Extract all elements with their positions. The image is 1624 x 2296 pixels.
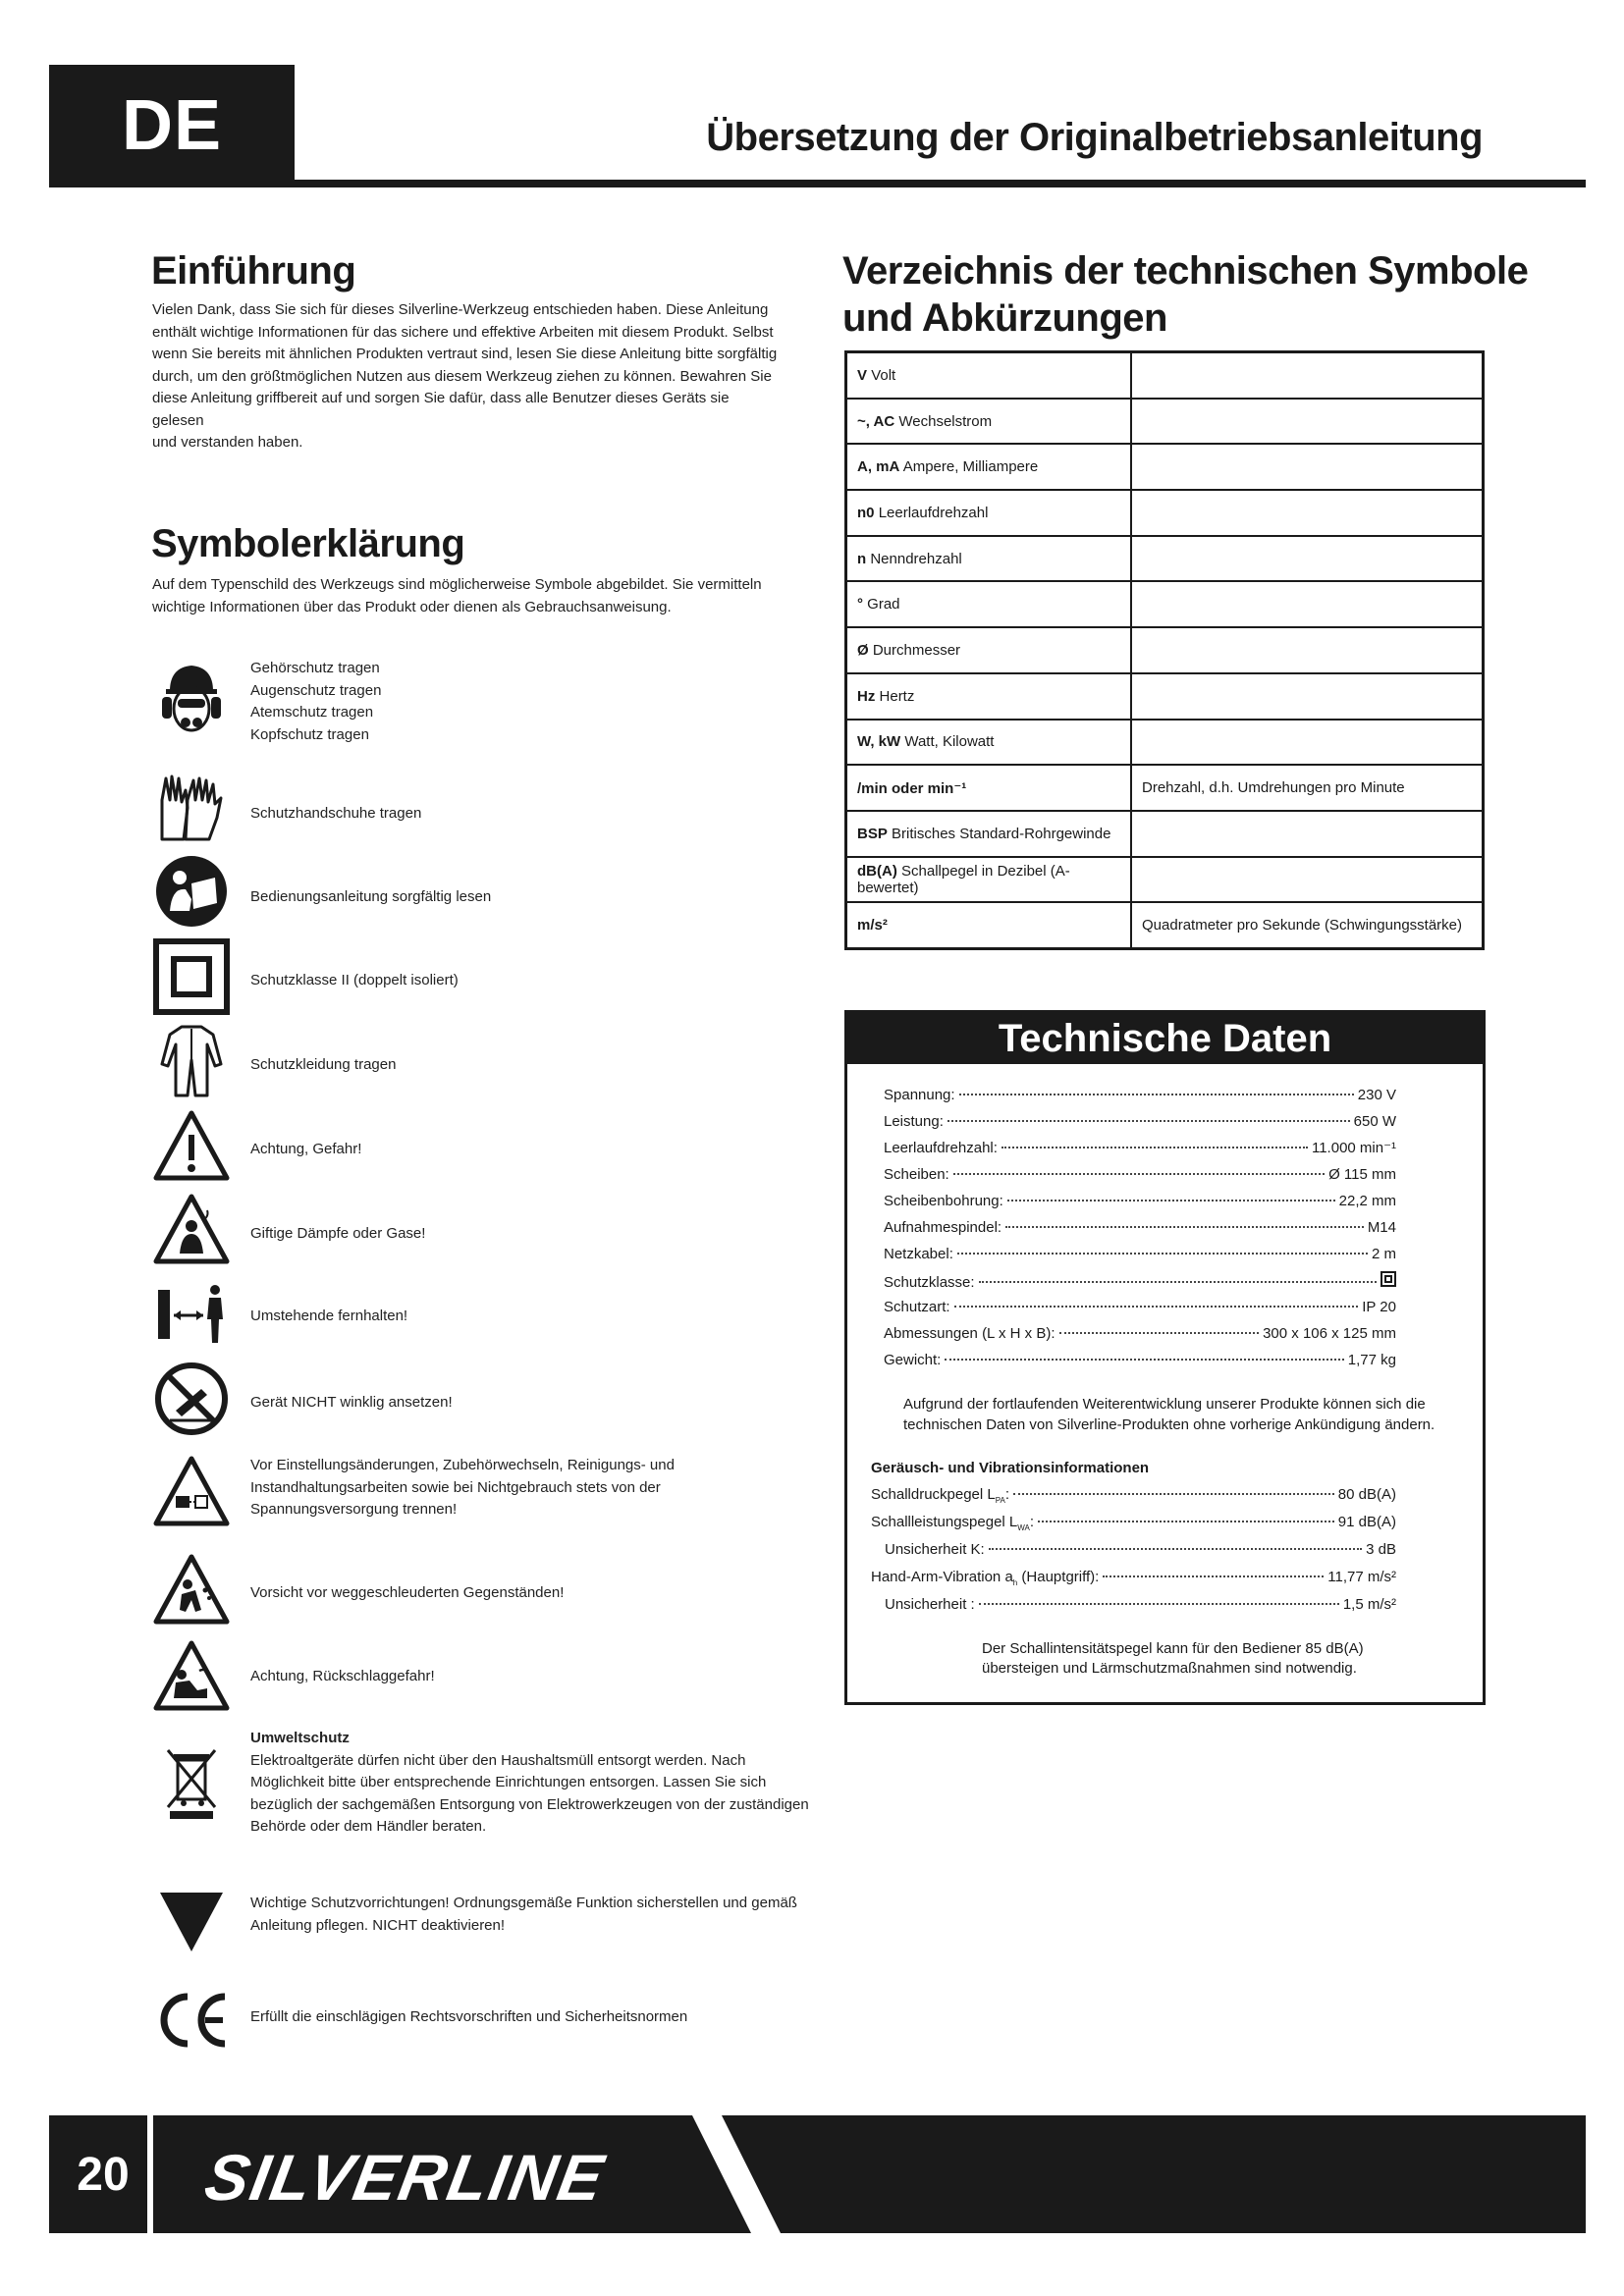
spec-value: 11.000 min⁻¹ — [1311, 1140, 1396, 1156]
spec-row — [884, 1298, 1396, 1324]
symbol-text-bystanders — [250, 1306, 407, 1328]
text-line: Wichtige Schutzvorrichtungen! Ordnungsgemäße Funktion sicherstellen und gemäß — [250, 1895, 797, 1911]
spec-value: M14 — [1367, 1219, 1396, 1236]
noise-label — [871, 1485, 1009, 1511]
spec-label: Aufnahmespindel: — [884, 1219, 1002, 1236]
text-line: Giftige Dämpfe oder Gase! — [250, 1225, 426, 1242]
dot-leader — [979, 1603, 1339, 1605]
abbreviation-desc: Schallpegel in Dezibel (A-bewertet) — [857, 862, 1070, 896]
text-line: Vorsicht vor weggeschleuderten Gegenständen! — [250, 1584, 565, 1601]
text-line: Achtung, Gefahr! — [250, 1141, 362, 1157]
dot-leader — [959, 1094, 1354, 1095]
abbreviation-symbol: ° — [857, 596, 863, 614]
abbreviation-row — [846, 811, 1484, 857]
abbreviation-row — [846, 444, 1484, 490]
dot-leader — [1013, 1493, 1334, 1495]
abbreviation-desc: Durchmesser — [872, 641, 961, 659]
symbol-text-gloves — [250, 803, 421, 826]
noise-label — [885, 1540, 985, 1566]
spec-value: 650 W — [1353, 1113, 1396, 1130]
spec-label: Netzkabel: — [884, 1246, 953, 1262]
noise-row — [871, 1568, 1396, 1595]
footer-divider — [147, 2115, 153, 2233]
text-line: Instandhaltungsarbeiten sowie bei Nichtgebrauch stets von der — [250, 1478, 661, 1496]
text-line: bezüglich der sachgemäßen Entsorgung von Elektrowerkzeugen von der zuständigen — [250, 1795, 809, 1813]
abbreviation-row — [846, 673, 1484, 720]
abbreviation-symbol: A, mA — [857, 458, 900, 476]
abbreviation-symbol: ~, AC — [857, 412, 895, 430]
text-line: Auf dem Typenschild des Werkzeugs sind möglicherweise Symbole abgebildet. Sie vermitteln — [152, 576, 762, 593]
spec-value: 230 V — [1357, 1087, 1396, 1103]
abbreviation-row — [846, 902, 1484, 948]
symbol-text-kickback — [250, 1666, 435, 1688]
abbreviation-detail — [1131, 673, 1484, 720]
abbreviation-desc: Nenndrehzahl — [870, 550, 962, 567]
spec-value: 300 x 106 x 125 mm — [1263, 1325, 1396, 1342]
abbreviation-row — [846, 857, 1484, 903]
spec-value: Ø 115 mm — [1328, 1166, 1396, 1183]
abbreviation-desc: Watt, Kilowatt — [904, 733, 995, 751]
no-angled-use-icon — [152, 1360, 231, 1438]
symbol-text-ppe — [250, 658, 381, 746]
document-title: Übersetzung der Originalbetriebsanleitung — [706, 116, 1483, 159]
noise-label-text: Hand-Arm-Vibration a — [871, 1569, 1013, 1585]
weee-title: Umweltschutz — [250, 1730, 350, 1746]
abbreviation-desc: Grad — [867, 596, 900, 614]
abbreviation-cell — [846, 352, 1132, 399]
tech-note — [903, 1394, 1453, 1435]
text-line: Behörde oder dem Händler beraten. — [250, 1818, 487, 1835]
page-number: 20 — [77, 2148, 130, 2201]
abbreviation-symbol: W, kW — [857, 733, 901, 751]
header-rule — [49, 180, 1586, 187]
abbreviations-heading — [842, 247, 1528, 342]
spec-label: Schutzklasse: — [884, 1274, 975, 1291]
spec-row — [884, 1351, 1396, 1377]
abbreviation-symbol: /min oder min⁻¹ — [857, 779, 967, 797]
disconnect-power-icon — [152, 1453, 231, 1531]
abbreviation-symbol: Hz — [857, 687, 876, 705]
abbreviation-cell — [846, 857, 1132, 903]
abbreviation-desc: Leerlaufdrehzahl — [878, 504, 989, 521]
spec-value: IP 20 — [1362, 1299, 1396, 1315]
noise-value: 91 dB(A) — [1337, 1514, 1396, 1530]
spec-label: Leerlaufdrehzahl: — [884, 1140, 998, 1156]
noise-subscript: WA — [1017, 1523, 1030, 1532]
noise-row — [871, 1513, 1396, 1540]
abbreviation-cell — [846, 673, 1132, 720]
abbreviation-cell — [846, 399, 1132, 445]
text-line: diese Anleitung griffbereit auf und sorgen Sie dafür, dass alle Benutzer dieses Geräts sie gelesen — [152, 390, 730, 429]
symbol-text-fumes — [250, 1223, 425, 1246]
abbreviation-detail — [1131, 399, 1484, 445]
abbreviation-detail — [1131, 352, 1484, 399]
abbreviation-detail — [1131, 811, 1484, 857]
noise-label — [871, 1513, 1034, 1538]
text-line: Bedienungsanleitung sorgfältig lesen — [250, 888, 492, 905]
abbreviation-row — [846, 581, 1484, 627]
abbreviation-cell — [846, 536, 1132, 582]
spec-label: Gewicht: — [884, 1352, 942, 1368]
abbreviation-desc: Ampere, Milliampere — [902, 458, 1039, 476]
noise-value: 11,77 m/s² — [1327, 1569, 1396, 1585]
spec-value: 22,2 mm — [1338, 1193, 1396, 1209]
noise-row — [871, 1595, 1396, 1623]
symbol-text-manual — [250, 886, 491, 909]
dot-leader — [1059, 1332, 1260, 1334]
noise-heading: Geräusch- und Vibrationsinformationen — [871, 1460, 1150, 1476]
abbreviation-symbol: n — [857, 550, 867, 567]
text-line: Gerät NICHT winklig ansetzen! — [250, 1394, 453, 1411]
symbol-text-class-ii — [250, 970, 459, 992]
keep-bystanders-away-icon — [152, 1274, 231, 1353]
abbreviation-detail — [1131, 536, 1484, 582]
text-line: Elektroaltgeräte dürfen nicht über den Haushaltsmüll entsorgt werden. Nach — [250, 1751, 746, 1769]
abbreviation-symbol: BSP — [857, 825, 888, 842]
spec-row — [884, 1139, 1396, 1165]
heading-line: und Abkürzungen — [842, 296, 1167, 340]
brand-logo: SILVERLINE — [199, 2141, 611, 2214]
spec-row — [884, 1192, 1396, 1218]
protective-clothing-icon — [152, 1021, 231, 1099]
noise-subscript: PA — [995, 1496, 1005, 1505]
text-line: Augenschutz tragen — [250, 681, 382, 699]
text-line: wichtige Informationen über das Produkt oder dienen als Gebrauchsanweisung. — [152, 598, 672, 615]
abbreviations-table — [844, 350, 1485, 950]
noise-label-suffix: : — [1029, 1514, 1035, 1530]
dot-leader — [947, 1120, 1350, 1122]
gloves-icon — [152, 771, 231, 849]
abbreviation-detail — [1131, 581, 1484, 627]
dot-leader — [945, 1359, 1343, 1361]
noise-row — [871, 1485, 1396, 1513]
spec-row — [884, 1324, 1396, 1351]
dot-leader — [954, 1306, 1359, 1308]
abbreviation-symbol: n0 — [857, 504, 875, 521]
dot-leader — [1007, 1200, 1335, 1201]
noise-label-suffix: : — [1004, 1486, 1009, 1503]
kickback-icon — [152, 1637, 231, 1716]
text-line: Erfüllt die einschlägigen Rechtsvorschriften und Sicherheitsnormen — [250, 2008, 688, 2025]
abbreviation-row — [846, 536, 1484, 582]
text-line: Aufgrund der fortlaufenden Weiterentwicklung unserer Produkte können sich die — [903, 1396, 1426, 1413]
noise-label-text: Unsicherheit : — [885, 1596, 975, 1613]
spec-label: Schutzart: — [884, 1299, 950, 1315]
noise-label-text: Schallleistungspegel L — [871, 1514, 1018, 1530]
language-code: DE — [121, 86, 223, 165]
noise-label — [871, 1568, 1099, 1593]
warning-icon — [152, 1107, 231, 1186]
spec-label: Spannung: — [884, 1087, 955, 1103]
symbol-text-clothing — [250, 1054, 396, 1077]
spec-label: Scheiben: — [884, 1166, 949, 1183]
text-line: Schutzklasse II (doppelt isoliert) — [250, 972, 459, 988]
abbreviation-cell — [846, 490, 1132, 536]
text-line: durch, um den größtmöglichen Nutzen aus diesem Werkzeug ziehen zu können. Bewahren Sie — [152, 367, 772, 385]
abbreviation-desc: Britisches Standard-Rohrgewinde — [892, 825, 1111, 842]
dot-leader — [1103, 1575, 1324, 1577]
abbreviation-cell — [846, 627, 1132, 673]
spec-label: Leistung: — [884, 1113, 944, 1130]
abbreviation-cell — [846, 444, 1132, 490]
abbreviation-detail: Drehzahl, d.h. Umdrehungen pro Minute — [1131, 765, 1484, 811]
noise-label — [885, 1595, 975, 1621]
spec-value: 2 m — [1371, 1246, 1396, 1262]
spec-label: Scheibenbohrung: — [884, 1193, 1003, 1209]
text-line: Anleitung pflegen. NICHT deaktivieren! — [250, 1916, 506, 1934]
intro-heading: Einführung — [151, 249, 356, 293]
abbreviation-desc: Volt — [871, 366, 896, 384]
class-ii-small-icon — [1380, 1271, 1396, 1287]
read-manual-icon — [152, 852, 231, 931]
noise-label-text: Unsicherheit K: — [885, 1541, 985, 1558]
abbreviation-row — [846, 399, 1484, 445]
symbol-text-debris — [250, 1582, 564, 1605]
weee-bin-icon — [152, 1742, 231, 1821]
symbol-text-ce — [250, 2006, 687, 2029]
text-line: technischen Daten von Silverline-Produkten ohne vorherige Ankündigung ändern. — [903, 1416, 1435, 1433]
abbreviation-row — [846, 352, 1484, 399]
abbreviation-row — [846, 720, 1484, 766]
symbols-heading: Symbolerklärung — [151, 522, 465, 565]
text-line: Kopfschutz tragen — [250, 725, 369, 743]
abbreviation-symbol: m/s² — [857, 917, 888, 934]
noise-row — [871, 1540, 1396, 1568]
noise-specs — [871, 1485, 1396, 1623]
symbol-text-angled — [250, 1392, 453, 1415]
text-line: Schutzhandschuhe tragen — [250, 805, 422, 822]
text-line: Umstehende fernhalten! — [250, 1308, 408, 1324]
dot-leader — [957, 1253, 1368, 1255]
noise-value: 80 dB(A) — [1337, 1486, 1396, 1503]
noise-label-text: Schalldruckpegel L — [871, 1486, 996, 1503]
tech-specs — [884, 1086, 1396, 1377]
text-line: Möglichkeit bitte über entsprechende Einrichtungen entsorgen. Lassen Sie sich — [250, 1774, 767, 1790]
abbreviation-row — [846, 627, 1484, 673]
spec-row — [884, 1165, 1396, 1192]
dot-leader — [1005, 1226, 1364, 1228]
text-line: Achtung, Rückschlaggefahr! — [250, 1668, 435, 1684]
abbreviation-cell — [846, 902, 1132, 948]
intro-text — [152, 299, 781, 454]
class-ii-icon — [152, 937, 231, 1016]
abbreviation-row — [846, 490, 1484, 536]
abbreviation-desc: Hertz — [879, 687, 915, 705]
noise-footer — [982, 1639, 1375, 1679]
safety-device-triangle-icon — [152, 1883, 231, 1961]
abbreviation-detail — [1131, 720, 1484, 766]
abbreviation-detail: Quadratmeter pro Sekunde (Schwingungsstärke) — [1131, 902, 1484, 948]
text-line: und verstanden haben. — [152, 434, 303, 451]
abbreviation-row — [846, 765, 1484, 811]
abbreviation-cell — [846, 765, 1132, 811]
abbreviation-cell — [846, 720, 1132, 766]
text-line: Schutzkleidung tragen — [250, 1056, 397, 1073]
text-line: wenn Sie bereits mit ähnlichen Produkten vertraut sind, lesen Sie diese Anleitung bitte sorgfältig — [152, 346, 778, 362]
abbreviation-symbol: dB(A) — [857, 862, 897, 880]
symbol-text-weee — [250, 1728, 809, 1839]
noise-value: 1,5 m/s² — [1342, 1596, 1396, 1613]
ce-mark-icon — [152, 1981, 231, 2059]
toxic-fumes-icon — [152, 1191, 231, 1269]
symbol-text-safety-devices — [250, 1893, 797, 1937]
abbreviation-desc: Wechselstrom — [898, 412, 993, 430]
abbreviation-detail — [1131, 490, 1484, 536]
dot-leader — [1001, 1147, 1308, 1148]
spec-row — [884, 1112, 1396, 1139]
noise-label-suffix: (Hauptgriff): — [1017, 1569, 1100, 1585]
text-line: enthält wichtige Informationen für das sichere und effektive Arbeiten mit diesem Produkt. Selbst — [152, 323, 774, 341]
dot-leader — [953, 1173, 1325, 1175]
text-line: Vielen Dank, dass Sie sich für dieses Silverline-Werkzeug entschieden haben. Diese Anleitung — [152, 301, 769, 318]
ppe-head-icon — [152, 658, 231, 736]
text-line: Gehörschutz tragen — [250, 660, 380, 676]
footer-swoosh — [692, 2115, 781, 2233]
heading-line: Verzeichnis der technischen Symbole — [842, 249, 1529, 293]
text-line: Spannungsversorgung trennen! — [250, 1501, 458, 1518]
symbols-intro — [152, 574, 781, 618]
dot-leader — [1038, 1521, 1334, 1522]
dot-leader — [979, 1281, 1377, 1283]
spec-row — [884, 1271, 1396, 1298]
abbreviation-symbol: V — [857, 366, 868, 384]
abbreviation-cell — [846, 811, 1132, 857]
abbreviation-detail — [1131, 627, 1484, 673]
spec-row — [884, 1245, 1396, 1271]
flying-debris-icon — [152, 1551, 231, 1629]
symbol-text-disconnect — [250, 1455, 675, 1522]
spec-row — [884, 1218, 1396, 1245]
text-line: übersteigen und Lärmschutzmaßnahmen sind notwendig. — [982, 1660, 1357, 1677]
text-line: Atemschutz tragen — [250, 704, 374, 721]
abbreviation-cell — [846, 581, 1132, 627]
abbreviation-detail — [1131, 857, 1484, 903]
noise-value: 3 dB — [1366, 1541, 1396, 1558]
dot-leader — [989, 1548, 1362, 1550]
text-line: Der Schallintensitätspegel kann für den Bediener 85 dB(A) — [982, 1640, 1364, 1657]
spec-label: Abmessungen (L x H x B): — [884, 1325, 1056, 1342]
spec-value: 1,77 kg — [1347, 1352, 1396, 1368]
spec-row — [884, 1086, 1396, 1112]
text-line: Vor Einstellungsänderungen, Zubehörwechseln, Reinigungs- und — [250, 1457, 675, 1473]
abbreviation-detail — [1131, 444, 1484, 490]
abbreviation-symbol: Ø — [857, 641, 869, 659]
noise-subscript: h — [1012, 1578, 1018, 1587]
symbol-text-warning — [250, 1139, 361, 1161]
tech-data-heading: Technische Daten — [847, 1013, 1483, 1064]
